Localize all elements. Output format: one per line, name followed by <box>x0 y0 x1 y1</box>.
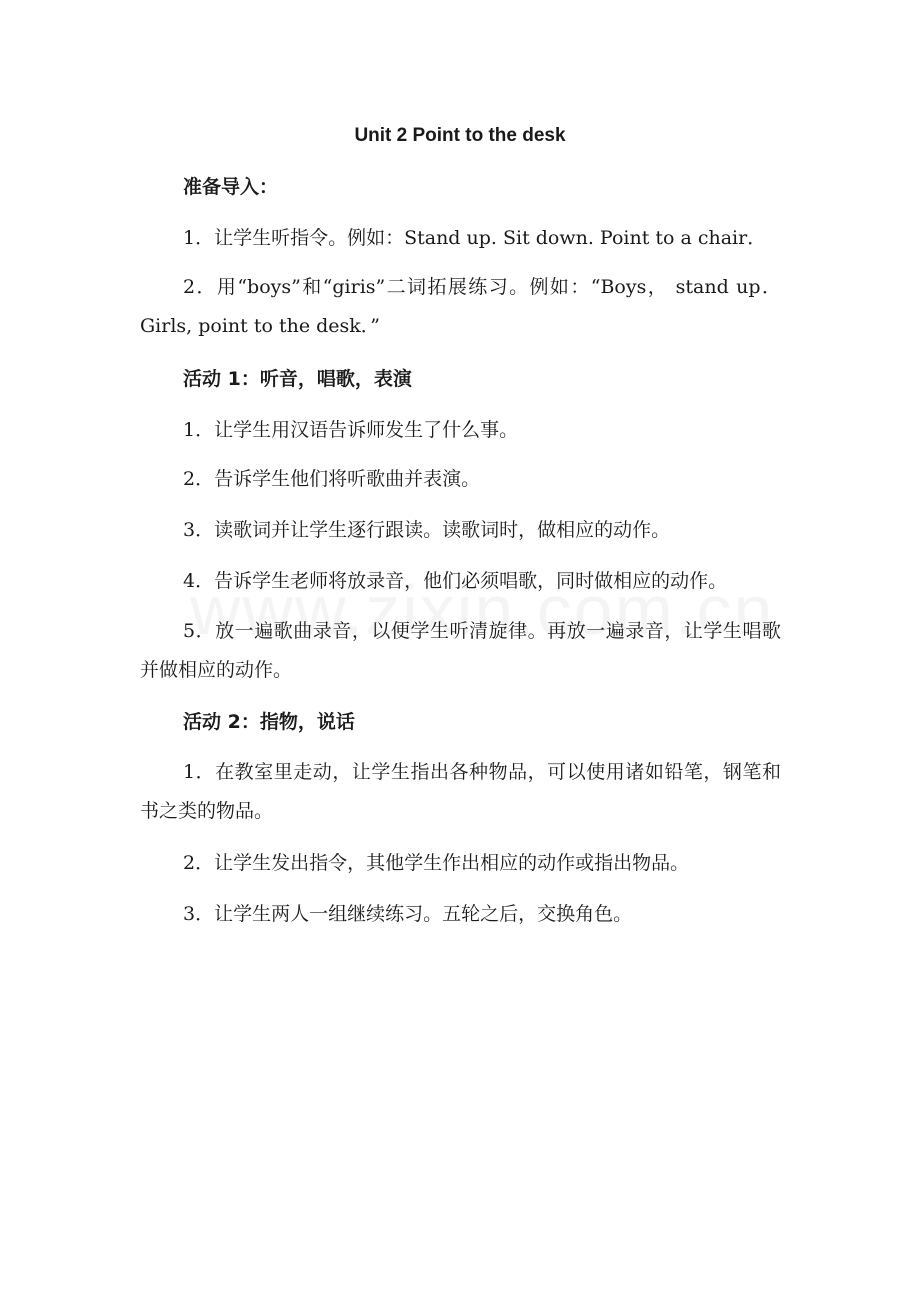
section-heading-activity-2: 活动 2：指物，说话 <box>183 711 355 733</box>
paragraph-item: 1．在教室里走动，让学生指出各种物品，可以使用诸如铅笔，钢笔和书之类的物品。 <box>140 761 781 822</box>
paragraph-item: 2．让学生发出指令，其他学生作出相应的动作或指出物品。 <box>183 852 690 874</box>
section-heading-activity-1: 活动 1：听音，唱歌，表演 <box>183 368 412 390</box>
section-heading-prep: 准备导入： <box>183 176 279 198</box>
paragraph-item: 2．用“boys”和“giris”二词拓展练习。例如：“Boys， stand up．Girls, point to the desk．” <box>140 276 781 337</box>
paragraph-item: 5．放一遍歌曲录音，以便学生听清旋律。再放一遍录音，让学生唱歌并做相应的动作。 <box>140 620 781 681</box>
paragraph-item: 1．让学生用汉语告诉师发生了什么事。 <box>183 419 519 441</box>
paragraph-item: 2．告诉学生他们将听歌曲并表演。 <box>183 468 481 490</box>
paragraph-item: 1．让学生听指令。例如：Stand up. Sit down. Point to a chair． <box>183 227 767 249</box>
paragraph-item: 4．告诉学生老师将放录音，他们必须唱歌，同时做相应的动作。 <box>183 570 728 592</box>
page-title: Unit 2 Point to the desk <box>354 125 566 146</box>
paragraph-item: 3．读歌词并让学生逐行跟读。读歌词时，做相应的动作。 <box>183 519 671 541</box>
paragraph-item: 3．让学生两人一组继续练习。五轮之后，交换角色。 <box>183 903 633 925</box>
